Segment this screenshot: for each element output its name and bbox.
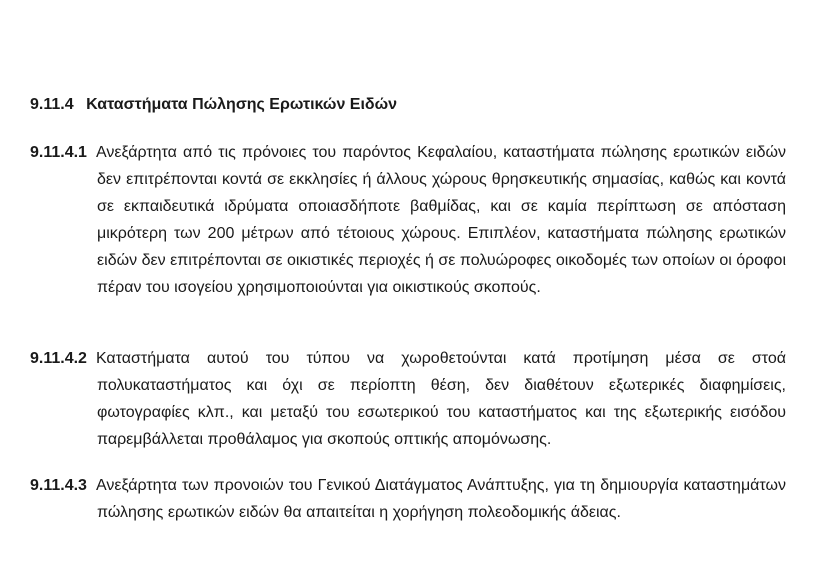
section-heading <box>30 95 397 115</box>
section-number: 9.11.4 <box>30 96 74 113</box>
clause-9-11-4-3 <box>30 472 786 526</box>
clause-paragraph <box>30 139 786 301</box>
clause-9-11-4-2 <box>30 345 786 453</box>
clause-9-11-4-1 <box>30 139 786 301</box>
clause-text: Ανεξάρτητα από τις πρόνοιες του παρόντος Κεφαλαίου, καταστήματα πώλησης ερωτικών ειδών δεν επιτρέπονται κοντά σε εκκλησίες ή άλλους χώρους θρησκευτικής σημασίας, καθώς και κοντά σε εκπαιδευτικά ιδρύματα οποιασδήποτε βαθμίδας, και σε καμία περίπτωση σε απόσταση μικρότερη των 200 μέτρων από τέτοιους χώρους. Επιπλέον, καταστήματα πώλησης ερωτικών ειδών δεν επιτρέπονται σε οικιστικές περιοχές ή σε πολυώροφες οικοδομές των οποίων οι όροφοι πέραν του ισογείου χρησιμοποιούνται για οικιστικούς σκοπούς. <box>95 144 786 296</box>
clause-number: 9.11.4.2 <box>30 350 87 367</box>
clause-number: 9.11.4.1 <box>30 144 87 161</box>
clause-number: 9.11.4.3 <box>30 477 87 494</box>
section-title: Καταστήματα Πώλησης Ερωτικών Ειδών <box>86 96 398 113</box>
clause-paragraph <box>30 345 786 453</box>
clause-paragraph <box>30 472 786 526</box>
clause-text: Ανεξάρτητα των προνοιών του Γενικού Διατάγματος Ανάπτυξης, για τη δημιουργία καταστημάτων πώλησης ερωτικών ειδών θα απαιτείται η χορήγηση πολεοδομικής άδειας. <box>95 477 786 521</box>
clause-text: Καταστήματα αυτού του τύπου να χωροθετούνται κατά προτίμηση μέσα σε στοά πολυκαταστήματος και όχι σε περίοπτη θέση, δεν διαθέτουν εξωτερικές διαφημίσεις, φωτογραφίες κλπ., και μεταξύ του εσωτερικού του καταστήματος και της εξωτερικής εισόδου παρεμβάλλεται προθάλαμος για σκοπούς οπτικής απομόνωσης. <box>95 350 786 448</box>
